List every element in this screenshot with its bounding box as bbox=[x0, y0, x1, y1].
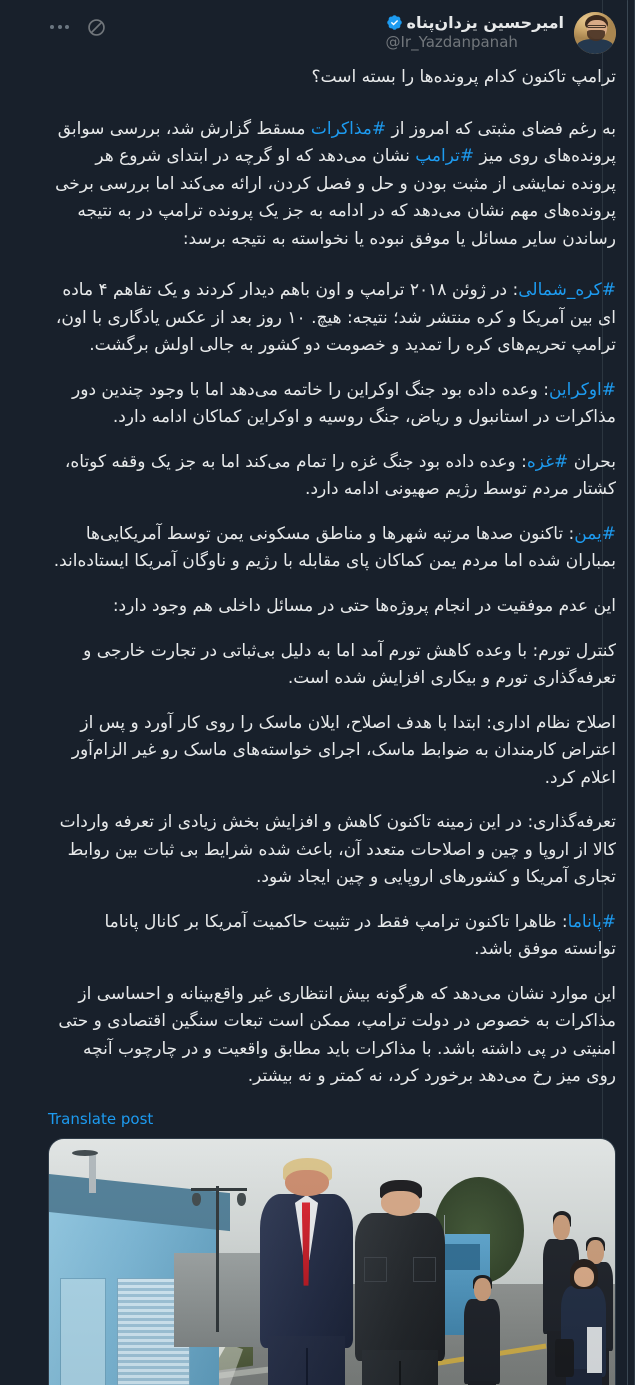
hashtag-link[interactable]: #مذاکرات bbox=[310, 118, 387, 139]
post-text-body bbox=[48, 60, 616, 1091]
post-paragraph-gaza: بحران #غزه: وعده داده بود جنگ غزه را تمام می‌کند اما به جز یک وقفه کوتاه، کشتار مردم توسط رژیم صهیونی ادامه دارد. bbox=[64, 451, 616, 500]
more-options-icon[interactable] bbox=[48, 21, 71, 33]
photo-scene bbox=[49, 1139, 615, 1385]
translate-post-link[interactable]: Translate post bbox=[48, 1109, 154, 1128]
figure-head bbox=[381, 1191, 420, 1216]
photo-lamp-head bbox=[237, 1193, 246, 1206]
post-header bbox=[48, 10, 616, 60]
post-header-actions bbox=[48, 12, 107, 38]
figure-leg-split bbox=[306, 1348, 308, 1385]
post-paragraph-panama: #پاناما: ظاهرا تاکنون ترامپ فقط در تثبیت حاکمیت آمریکا بر کانال پاناما توانسته موفق باشد. bbox=[104, 911, 616, 960]
more-dot bbox=[50, 25, 54, 29]
figure-pocket bbox=[364, 1257, 388, 1282]
verified-badge-icon bbox=[386, 14, 403, 31]
avatar-torso bbox=[577, 39, 612, 54]
photo-figure-trump bbox=[258, 1158, 354, 1385]
post-paragraph-tariffs: تعرفه‌گذاری: در این زمینه تاکنون کاهش و افزایش بخش زیادی از تعرفه واردات کالا از اروپا و چین و اصلاحات متعدد آن، باعث شده شرایط بی ثبات بین روابط تجاری آمریکا و کشورهای اروپایی و چین ایجاد شود. bbox=[59, 812, 616, 888]
post-paragraph-intro: به رغم فضای مثبتی که امروز از #مذاکرات مسقط گزارش شد، بررسی سوابق پرونده‌های روی میز #ترامپ نشان می‌دهد که او گرچه در ابتدای شروع هر پرونده نمایشی از مثبت بودن و حل و فصل کردن، ارائه می‌کند اما بررسی برخی پرونده‌های مهم نشان می‌دهد که در ادامه به جز یک پرونده ترامپ در به نتیجه رساندن سایر مسائل یا موفق نبوده یا نخواسته به نتیجه برسد: bbox=[55, 118, 616, 249]
post-paragraph-host bbox=[48, 116, 616, 1091]
photo-lamp-arm bbox=[191, 1188, 248, 1191]
avatar[interactable] bbox=[574, 12, 616, 54]
post-paragraph-admin-reform: اصلاح نظام اداری: ابتدا با هدف اصلاح، ایلان ماسک را روی کار آورد و پس از اعتراض کارمندان به ضوابط ماسک، اجرای خواسته‌های ماسک رو غیر الزام‌آور اعلام کرد. bbox=[71, 712, 616, 788]
more-dot bbox=[58, 25, 62, 29]
post-paragraph-inflation: کنترل تورم: با وعده کاهش تورم آمد اما به دلیل بی‌ثباتی در تجارت خارجی و تعرفه‌گذاری تورم و بیکاری افزایش شده است. bbox=[83, 640, 616, 689]
figure-legs bbox=[468, 1381, 497, 1385]
figure-pocket bbox=[413, 1257, 437, 1282]
photo-lamp-post bbox=[216, 1186, 219, 1331]
account-handle[interactable]: @Ir_Yazdanpanah bbox=[385, 33, 518, 52]
hashtag-link[interactable]: #ترامپ bbox=[415, 146, 475, 167]
figure-head bbox=[553, 1215, 570, 1241]
account-name-row bbox=[386, 13, 565, 32]
post-paragraph-north-korea: #کره_شمالی: در ژوئن ۲۰۱۸ ترامپ و اون باهم دیدار کردند و یک تفاهم ۴ ماده ای بین آمریکا و کره منتشر شد؛ نتیجه: هیچ. ۱۰ روز بعد از عکس یادگاری با اون، ترامپ تحریم‌های کره را تمدید و خصومت دو کشور به جالی اولش برگشت. bbox=[55, 280, 616, 356]
photo-chimney bbox=[89, 1152, 96, 1193]
post-paragraph-domestic-lead: این عدم موفقیت در انجام پروژه‌ها حتی در مسائل داخلی هم وجود دارد: bbox=[112, 595, 616, 616]
figure-suit bbox=[464, 1299, 500, 1384]
post-paragraph-ukraine: #اوکراین: وعده داده بود جنگ اوکراین را خاتمه می‌دهد اما با وجود چندین دور مذاکرات در استانبول و ریاض، جنگ روسیه و اوکراین کماکان ادامه دارد. bbox=[72, 379, 616, 428]
photo-lamp-head bbox=[192, 1193, 201, 1206]
figure-leg-split bbox=[399, 1361, 401, 1385]
photo-chimney-cap bbox=[72, 1150, 98, 1156]
hashtag-link[interactable]: #پاناما bbox=[567, 911, 616, 932]
photo-figure-kim bbox=[355, 1180, 446, 1385]
figure-head bbox=[474, 1278, 491, 1301]
figure-head bbox=[574, 1267, 594, 1288]
post-media-photo[interactable] bbox=[48, 1138, 616, 1385]
photo-figure-woman bbox=[558, 1259, 609, 1385]
photo-figure-official bbox=[462, 1278, 502, 1385]
post-paragraph-yemen: #یمن: تاکنون صدها مرتبه شهرها و مناطق مسکونی یمن توسط آمریکایی‌ها بمباران شده اما مردم یمن کماکان پای مقابله با رژیم و ناوگان آمریکا ایستاده‌اند. bbox=[53, 523, 616, 572]
figure-handbag bbox=[555, 1339, 573, 1377]
figure-head bbox=[285, 1170, 328, 1197]
figure-papers bbox=[587, 1327, 602, 1373]
figure-suit bbox=[355, 1213, 446, 1361]
post-title-line: ترامپ تاکنون کدام پرونده‌ها را بسته است؟ bbox=[311, 67, 616, 87]
account-identity bbox=[386, 12, 565, 51]
account-display-name[interactable]: امیرحسین یزدان‌پناه bbox=[406, 13, 564, 32]
hashtag-link[interactable]: #غزه bbox=[526, 451, 569, 472]
post-inner bbox=[30, 0, 634, 1385]
circle-slash-icon[interactable] bbox=[85, 16, 107, 38]
hashtag-link[interactable]: #کره_شمالی bbox=[518, 280, 616, 301]
hashtag-link[interactable]: #یمن bbox=[574, 523, 616, 544]
post-paragraph-conclusion: این موارد نشان می‌دهد که هرگونه بیش انتظاری غیر واقع‌بینانه و احساسی از مذاکرات به خصوص در دولت ترامپ، ممکن است تبعات سنگین اقتصادی و حتی امنیتی در پی داشته باشد. با مذاکرات باید مطابق واقعیت و در چارچوب آنچه روی میز رخ می‌دهد برخورد کرد، نه کمتر و نه بیشتر. bbox=[58, 983, 616, 1087]
avatar-glasses bbox=[587, 25, 606, 28]
more-dot bbox=[65, 25, 69, 29]
photo-building-door bbox=[60, 1278, 105, 1385]
hashtag-link[interactable]: #اوکراین bbox=[548, 379, 616, 400]
